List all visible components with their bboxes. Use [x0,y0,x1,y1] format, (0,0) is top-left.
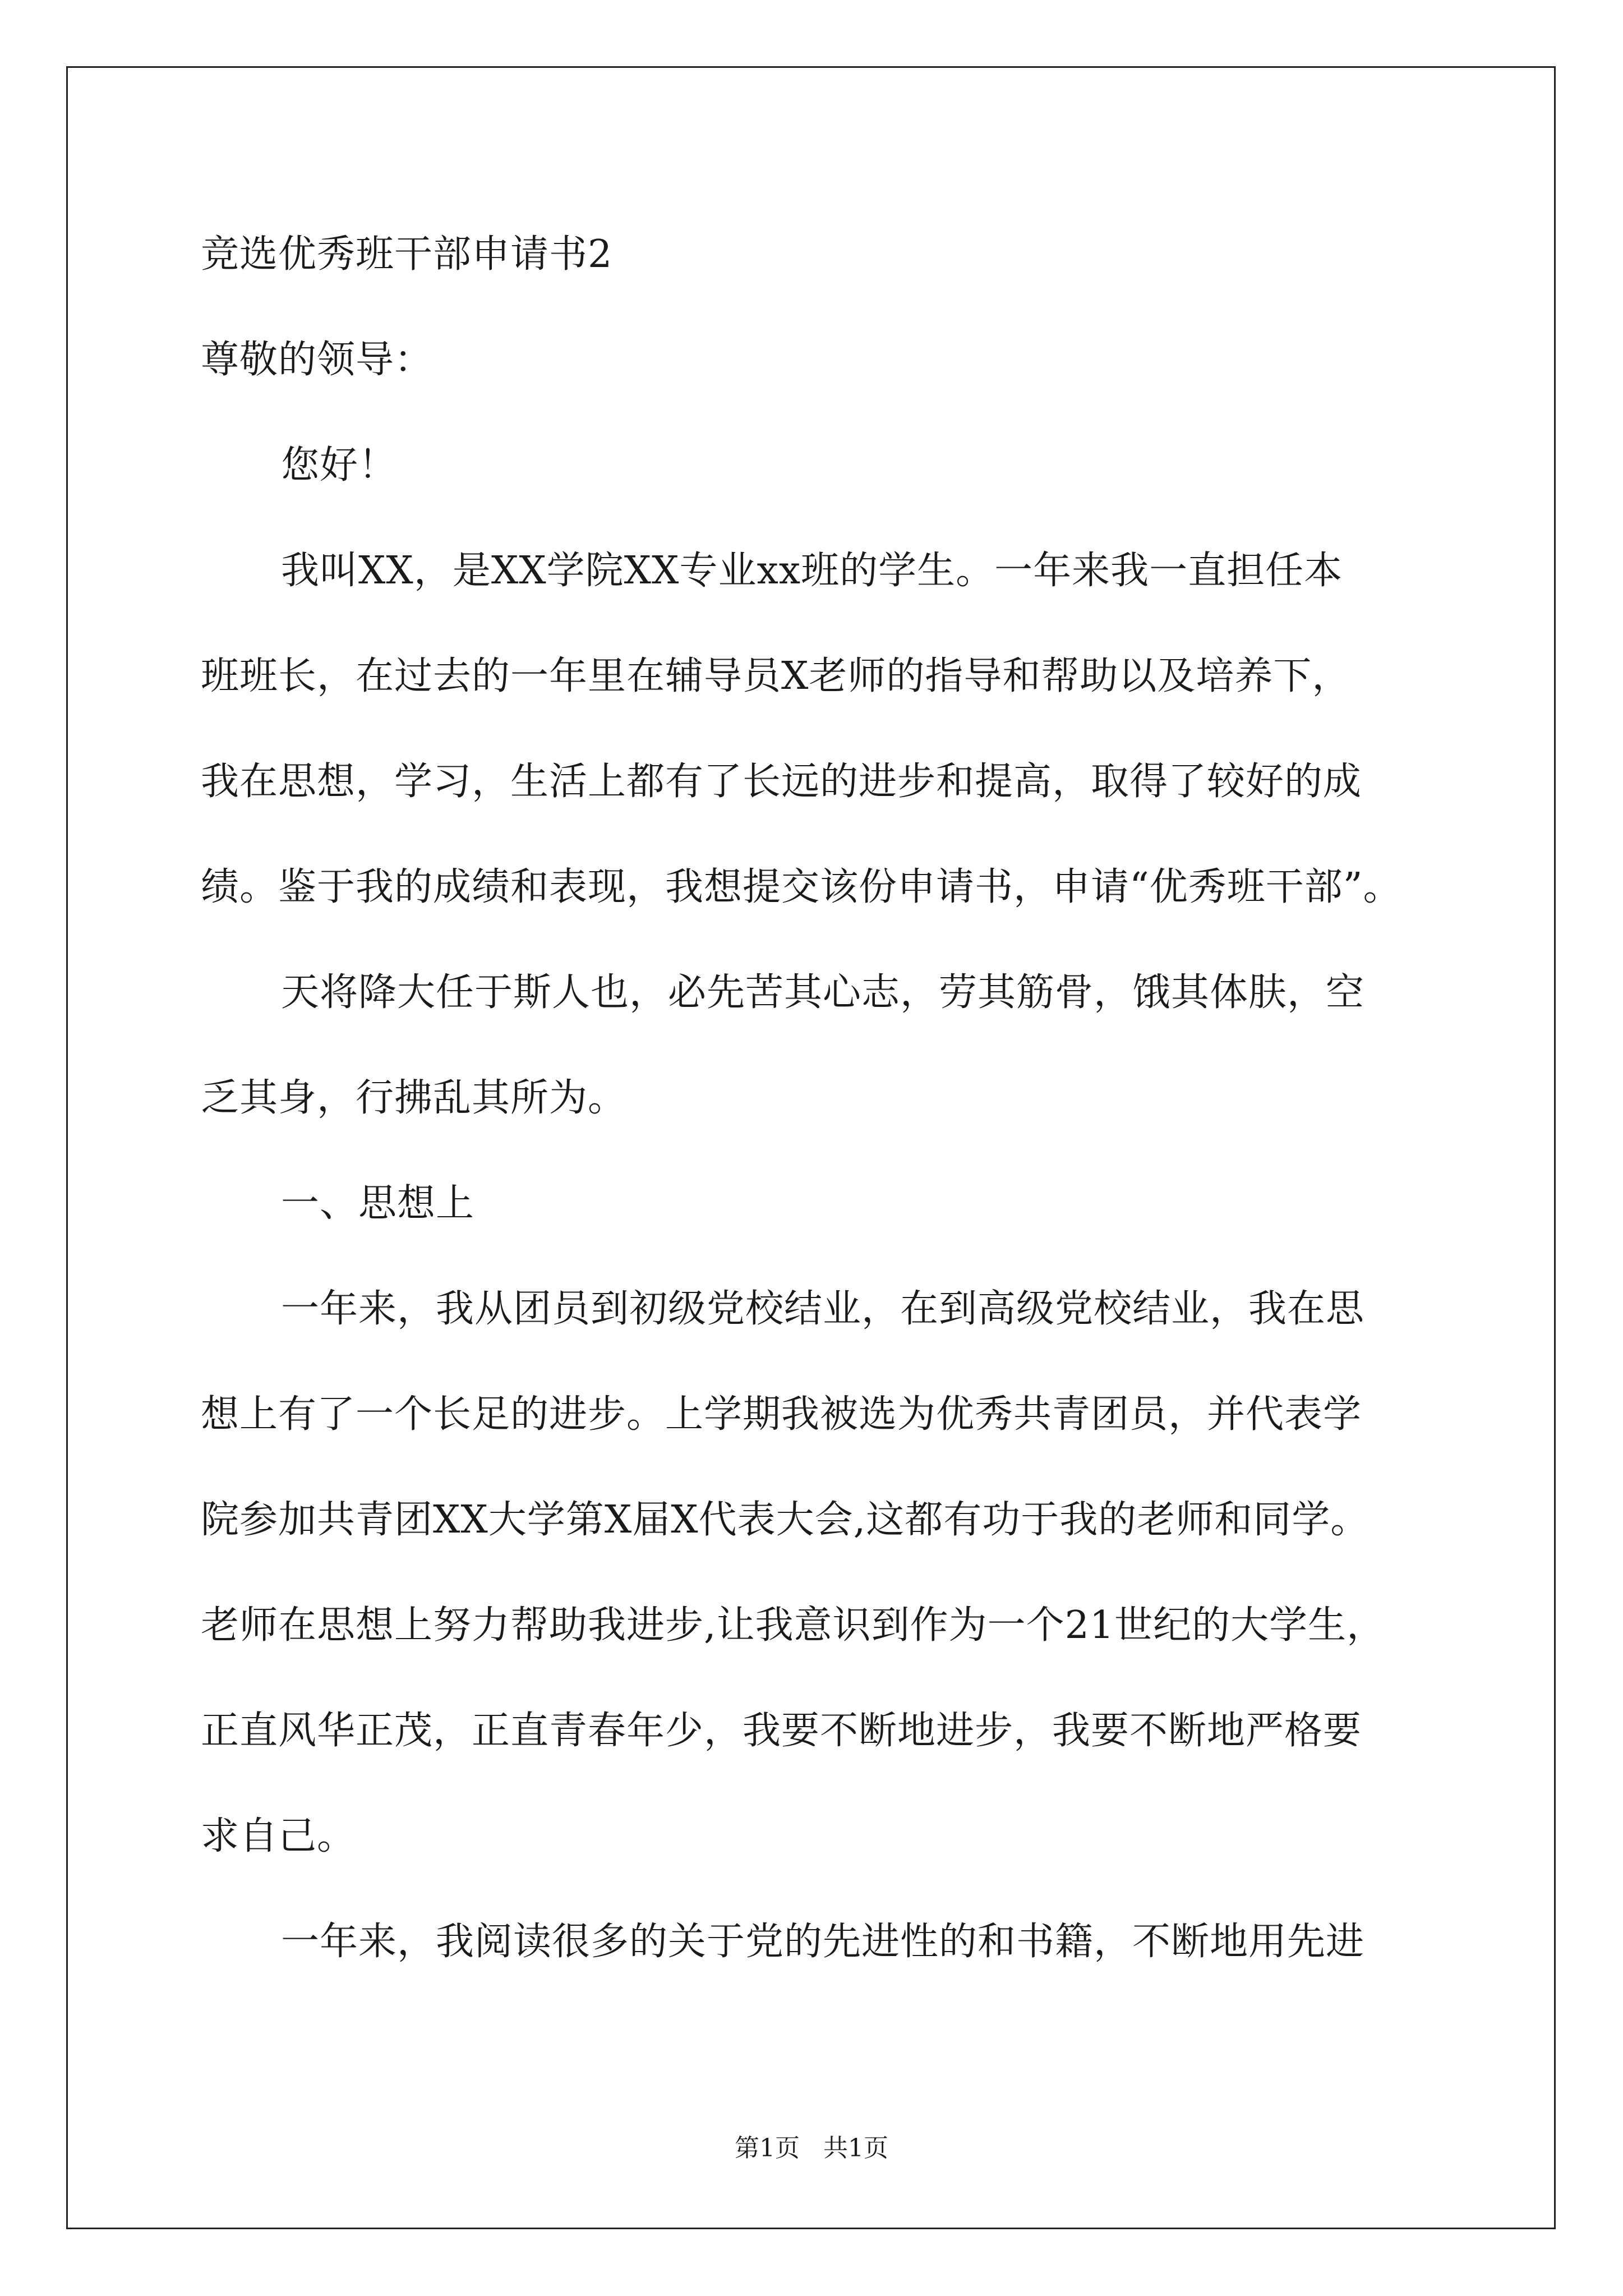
paragraph-line: 院参加共青团XX大学第X届X代表大会,这都有功于我的老师和同学。 [201,1498,1370,1542]
paragraph-line: 老师在思想上努力帮助我进步,让我意识到作为一个21世纪的大学生， [201,1603,1386,1648]
paragraph-line: 求自己。 [201,1814,356,1858]
document-title: 竞选优秀班干部申请书2 [201,232,613,277]
paragraph-line: 一年来，我阅读很多的关于党的先进性的和书籍，不断地用先进 [281,1920,1365,1964]
paragraph-line: 想上有了一个长足的进步。上学期我被选为优秀共青团员，并代表学 [201,1392,1362,1437]
paragraph-line: 乏其身，行拂乱其所为。 [201,1076,627,1120]
paragraph-line: 班班长，在过去的一年里在辅导员X老师的指导和帮助以及培养下， [201,654,1351,698]
paragraph-line: 绩。鉴于我的成绩和表现，我想提交该份申请书，申请“优秀班干部”。 [201,865,1402,909]
paragraph-line: 正直风华正茂，正直青春年少，我要不断地进步，我要不断地严格要 [201,1709,1362,1753]
page-number-footer: 第1页 共1页 [735,2134,888,2162]
salutation: 尊敬的领导： [201,338,434,382]
paragraph-line: 我在思想，学习，生活上都有了长远的进步和提高，取得了较好的成 [201,760,1362,804]
section-heading: 一、思想上 [281,1181,475,1226]
paragraph-line: 我叫XX，是XX学院XX专业xx班的学生。一年来我一直担任本 [281,549,1343,593]
document-body [201,202,1435,1995]
paragraph-line: 一年来，我从团员到初级党校结业，在到高级党校结业，我在思 [281,1287,1365,1331]
paragraph-line: 天将降大任于斯人也，必先苦其心志，劳其筋骨，饿其体肤，空 [281,970,1365,1015]
greeting-line: 您好！ [281,443,398,487]
